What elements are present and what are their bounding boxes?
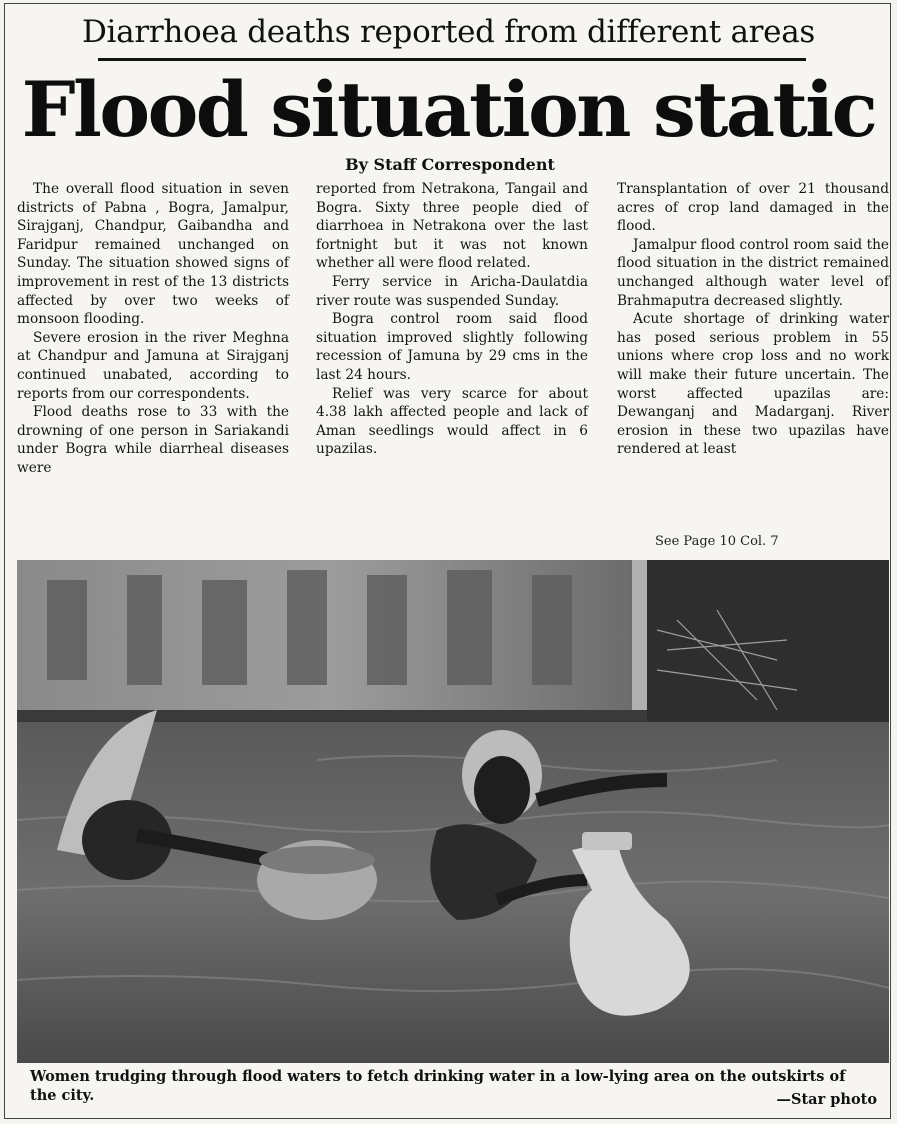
paragraph: reported from Netrakona, Tangail and Bogra. Sixty three people died of diarrhoea in Netrakona over the last fortnight but it was not known whether all were flood related.: [316, 181, 588, 272]
flood-photo-illustration: [17, 560, 889, 1063]
article-column-3: [617, 180, 889, 459]
photo-caption: Women trudging through flood waters to fetch drinking water in a low-lying area on the outskirts of the city.: [30, 1068, 846, 1104]
photo-credit: —Star photo: [776, 1091, 877, 1108]
news-photo: [17, 560, 889, 1063]
paragraph: Ferry service in Aricha-Daulatdia river route was suspended Sunday.: [316, 273, 588, 309]
article-column-2: [316, 180, 588, 459]
kicker-underline: [98, 58, 806, 61]
paragraph: Transplantation of over 21 thousand acres of crop land damaged in the flood.: [617, 181, 889, 235]
paragraph: Bogra control room said flood situation improved slightly following recession of Jamuna by 29 cms in the last 24 hours.: [316, 311, 588, 383]
paragraph: Flood deaths rose to 33 with the drowning of one person in Sariakandi under Bogra while diarrheal diseases were: [17, 404, 289, 476]
byline: By Staff Correspondent: [345, 155, 555, 174]
main-headline: Flood situation static: [21, 65, 876, 154]
article-column-1: [17, 180, 289, 478]
kicker-headline: Diarrhoea deaths reported from different areas: [82, 14, 815, 50]
paragraph: The overall flood situation in seven districts of Pabna , Bogra, Jamalpur, Sirajganj, Chandpur, Gaibandha and Faridpur remained unchanged on Sunday. The situation showed signs of improvement in rest of the 13 districts affected by over two weeks of monsoon flooding.: [17, 181, 289, 328]
paragraph: Severe erosion in the river Meghna at Chandpur and Jamuna at Sirajganj continued unabated, according to reports from our correspondents.: [17, 329, 289, 402]
paragraph: Acute shortage of drinking water has posed serious problem in 55 unions where crop loss and no work will make their future uncertain. The worst affected upazilas are: Dewanganj and Madarganj. River erosion in these two upazilas have rendered at least: [617, 311, 889, 458]
continued-on-page: See Page 10 Col. 7: [655, 534, 779, 549]
paragraph: Jamalpur flood control room said the flood situation in the district remained unchanged although water level of Brahmaputra decreased slightly.: [617, 236, 889, 309]
paragraph: Relief was very scarce for about 4.38 lakh affected people and lack of Aman seedlings would affect in 6 upazilas.: [316, 385, 588, 458]
